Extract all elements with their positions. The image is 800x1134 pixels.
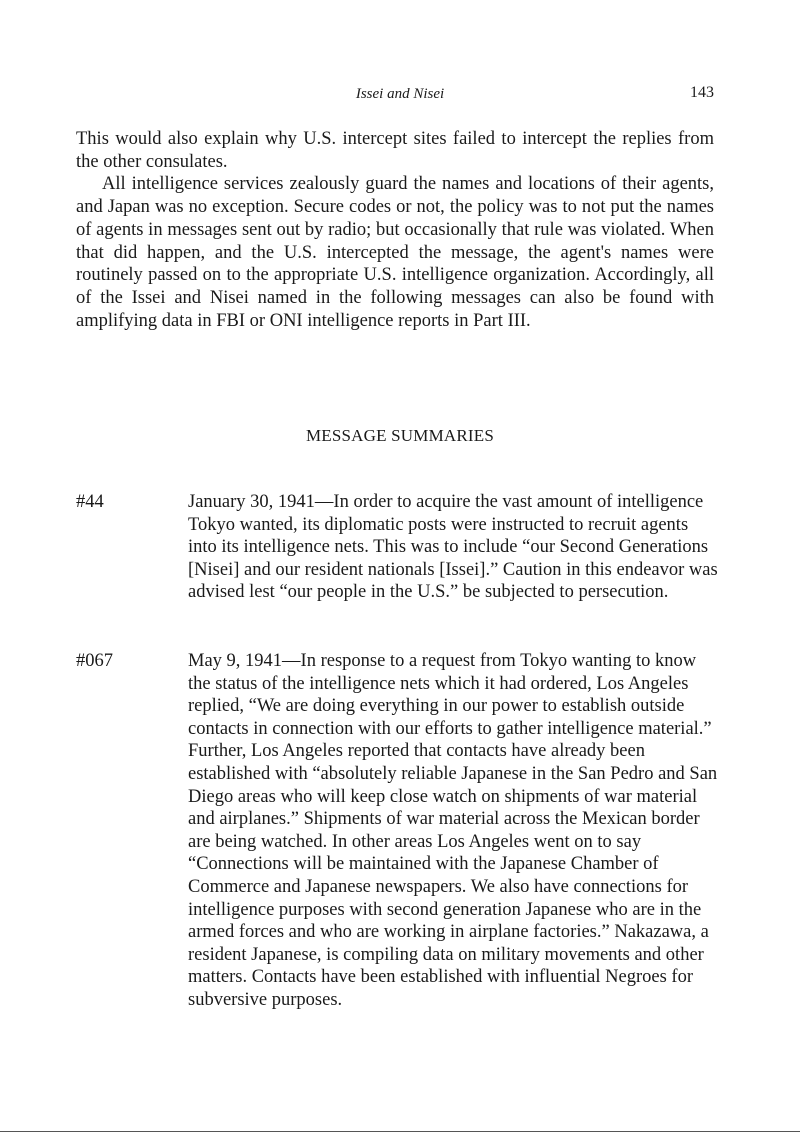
bottom-edge-rule	[0, 1131, 800, 1132]
message-text: January 30, 1941—In order to acquire the vast amount of intelligence Tokyo wanted, its diplomatic posts were instructed to recruit agents into its intelligence nets. This was to include “our Second Generations [Nisei] and our resident nationals [Issei].” Caution in this endeavor was advised lest “our people in the U.S.” be subjected to persecution.	[188, 492, 718, 603]
body-text	[76, 128, 714, 332]
paragraph-continuation: This would also explain why U.S. intercept sites failed to intercept the replies from the other consulates.	[76, 129, 714, 172]
message-number: #067	[76, 651, 113, 671]
message-text: May 9, 1941—In response to a request from Tokyo wanting to know the status of the intelligence nets which it had ordered, Los Angeles replied, “We are doing everything in our power to establish outside contacts in connection with our efforts to gather intelligence material.” Further, Los Angeles reported that contacts have already been established with “absolutely reliable Japanese in the San Pedro and San Diego areas who will keep close watch on shipments of war material and airplanes.” Shipments of war material across the Mexican border are being watched. In other areas Los Angeles went on to say “Connections will be maintained with the Japanese Chamber of Commerce and Japanese newspapers. We also have connections for intelligence purposes with second generation Japanese who are in the armed forces and who are working in airplane factories.” Nakazawa, a resident Japanese, is compiling data on military movements and other matters. Contacts have been established with influential Negroes for subversive purposes.	[188, 651, 718, 1010]
page-number: 143	[690, 84, 714, 101]
message-number: #44	[76, 492, 104, 512]
section-heading: MESSAGE SUMMARIES	[305, 426, 495, 445]
paragraph-intelligence-services: All intelligence services zealously guard the names and locations of their agents, and Japan was no exception. Secure codes or not, the policy was to not put the names of agents in messages sent out by radio; but occasionally that rule was violated. When that did happen, and the U.S. intercepted the message, the agent's names were routinely passed on to the appropriate U.S. intelligence organization. Accordingly, all of the Issei and Nisei named in the following messages can also be found with amplifying data in FBI or ONI intelligence reports in Part III.	[76, 174, 714, 331]
running-head	[0, 84, 800, 108]
running-title: Issei and Nisei	[355, 86, 445, 102]
